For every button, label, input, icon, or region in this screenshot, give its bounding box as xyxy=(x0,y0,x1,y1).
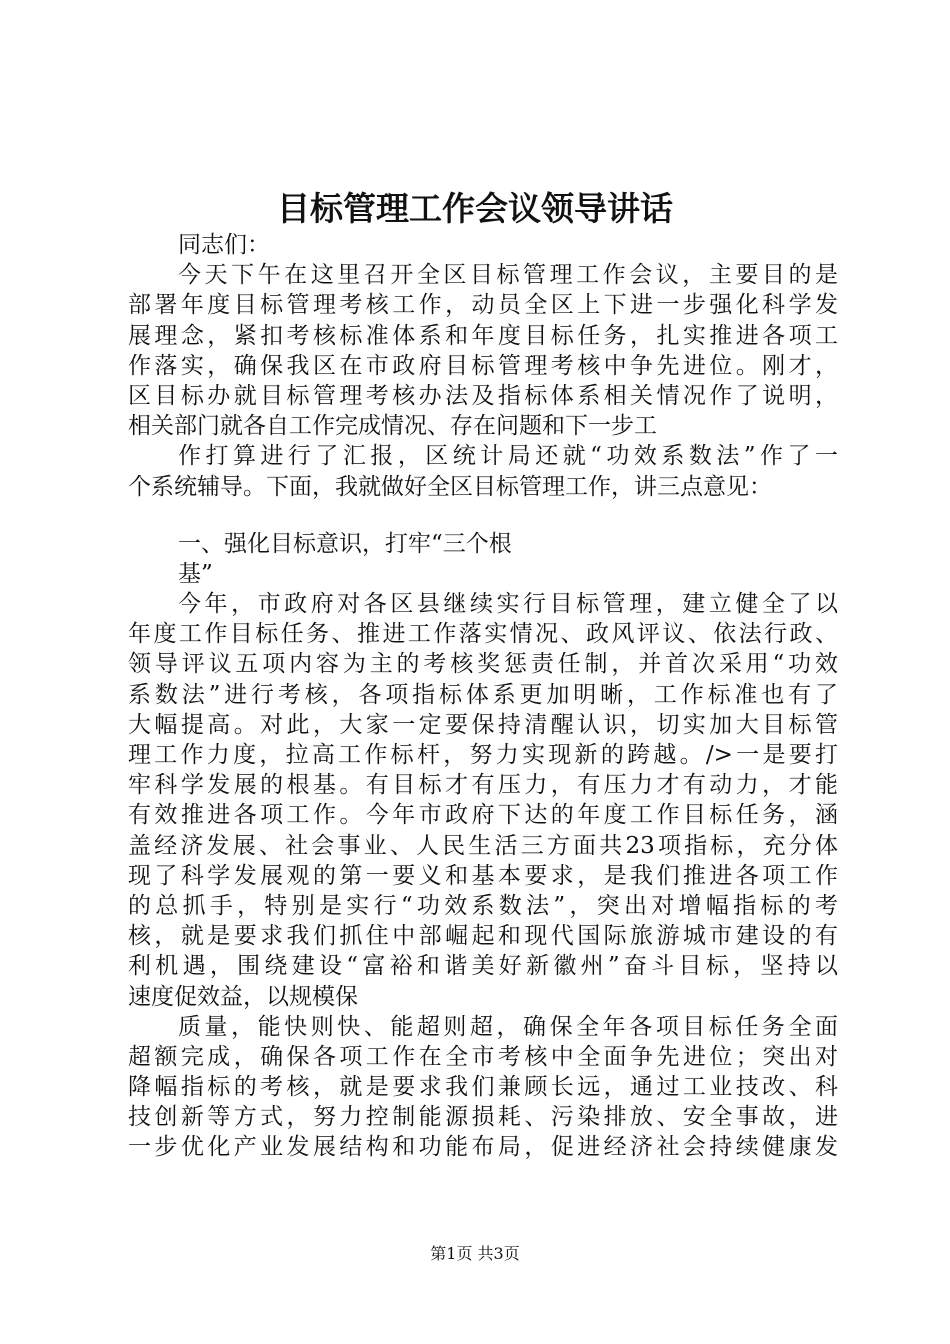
text-line: 利机遇，围绕建设“富裕和谐美好新徽州”奋斗目标，坚持以 xyxy=(128,953,838,980)
text-line: 作落实，确保我区在市政府目标管理考核中争先进位。刚才， xyxy=(128,352,838,379)
text-line: 现了科学发展观的第一要义和基本要求，是我们推进各项工作 xyxy=(128,862,838,889)
text-line: 降幅指标的考核，就是要求我们兼顾长远，通过工业技改、科 xyxy=(128,1074,838,1101)
paragraph xyxy=(128,441,838,501)
text-line: 速度促效益，以规模保 xyxy=(128,983,358,1010)
text-line: 理工作力度，拉高工作标杆，努力实现新的跨越。/>一是要打 xyxy=(128,742,838,768)
text-line: 年度工作目标任务、推进工作落实情况、政风评议、依法行政、 xyxy=(128,621,838,648)
text-line: 的总抓手，特别是实行“功效系数法”，突出对增幅指标的考 xyxy=(128,892,838,919)
paragraph-gap xyxy=(128,502,838,529)
text-line: 部署年度目标管理考核工作，动员全区上下进一步强化科学发 xyxy=(128,292,838,319)
text-line: 有效推进各项工作。今年市政府下达的年度工作目标任务，涵 xyxy=(128,802,838,829)
text-line: 今年，市政府对各区县继续实行目标管理，建立健全了以 xyxy=(178,591,838,618)
paragraph xyxy=(128,559,838,589)
page-footer: 第1页 共3页 xyxy=(430,1244,520,1263)
paragraph xyxy=(128,230,838,260)
paragraph xyxy=(128,260,838,441)
text-line: 盖经济发展、社会事业、人民生活三方面共23项指标，充分体 xyxy=(128,832,838,859)
text-line: 质量，能快则快、能超则超，确保全年各项目标任务全面 xyxy=(178,1013,838,1040)
text-line: 个系统辅导。下面，我就做好全区目标管理工作，讲三点意见： xyxy=(128,473,772,500)
text-line: 区目标办就目标管理考核办法及指标体系相关情况作了说明， xyxy=(128,382,838,409)
text-line: 牢科学发展的根基。有目标才有压力，有压力才有动力，才能 xyxy=(128,772,838,799)
paragraph xyxy=(128,1012,838,1163)
text-line: 一步优化产业发展结构和功能布局，促进经济社会持续健康发 xyxy=(128,1134,838,1161)
text-line: 展理念，紧扣考核标准体系和年度目标任务，扎实推进各项工 xyxy=(128,322,838,349)
paragraph xyxy=(128,529,838,559)
document-title: 目标管理工作会议领导讲话 xyxy=(277,189,673,228)
text-line: 作打算进行了汇报，区统计局还就“功效系数法”作了一 xyxy=(178,443,838,470)
text-line: 领导评议五项内容为主的考核奖惩责任制，并首次采用“功效 xyxy=(128,651,838,678)
paragraph xyxy=(128,589,838,1012)
text-line: 技创新等方式，努力控制能源损耗、污染排放、安全事故，进 xyxy=(128,1104,838,1131)
text-line: 基” xyxy=(178,560,213,587)
text-line: 核，就是要求我们抓住中部崛起和现代国际旅游城市建设的有 xyxy=(128,923,838,950)
text-line: 相关部门就各自工作完成情况、存在问题和下一步工 xyxy=(128,413,657,440)
text-line: 系数法”进行考核，各项指标体系更加明晰，工作标准也有了 xyxy=(128,681,838,708)
text-line: 一、强化目标意识，打牢“三个根 xyxy=(178,530,512,557)
text-line: 同志们： xyxy=(178,232,270,258)
text-line: 大幅提高。对此，大家一定要保持清醒认识，切实加大目标管 xyxy=(128,711,838,738)
text-line: 超额完成，确保各项工作在全市考核中全面争先进位；突出对 xyxy=(128,1043,838,1070)
document-body xyxy=(128,230,838,1163)
text-line: 今天下午在这里召开全区目标管理工作会议，主要目的是 xyxy=(178,262,838,289)
